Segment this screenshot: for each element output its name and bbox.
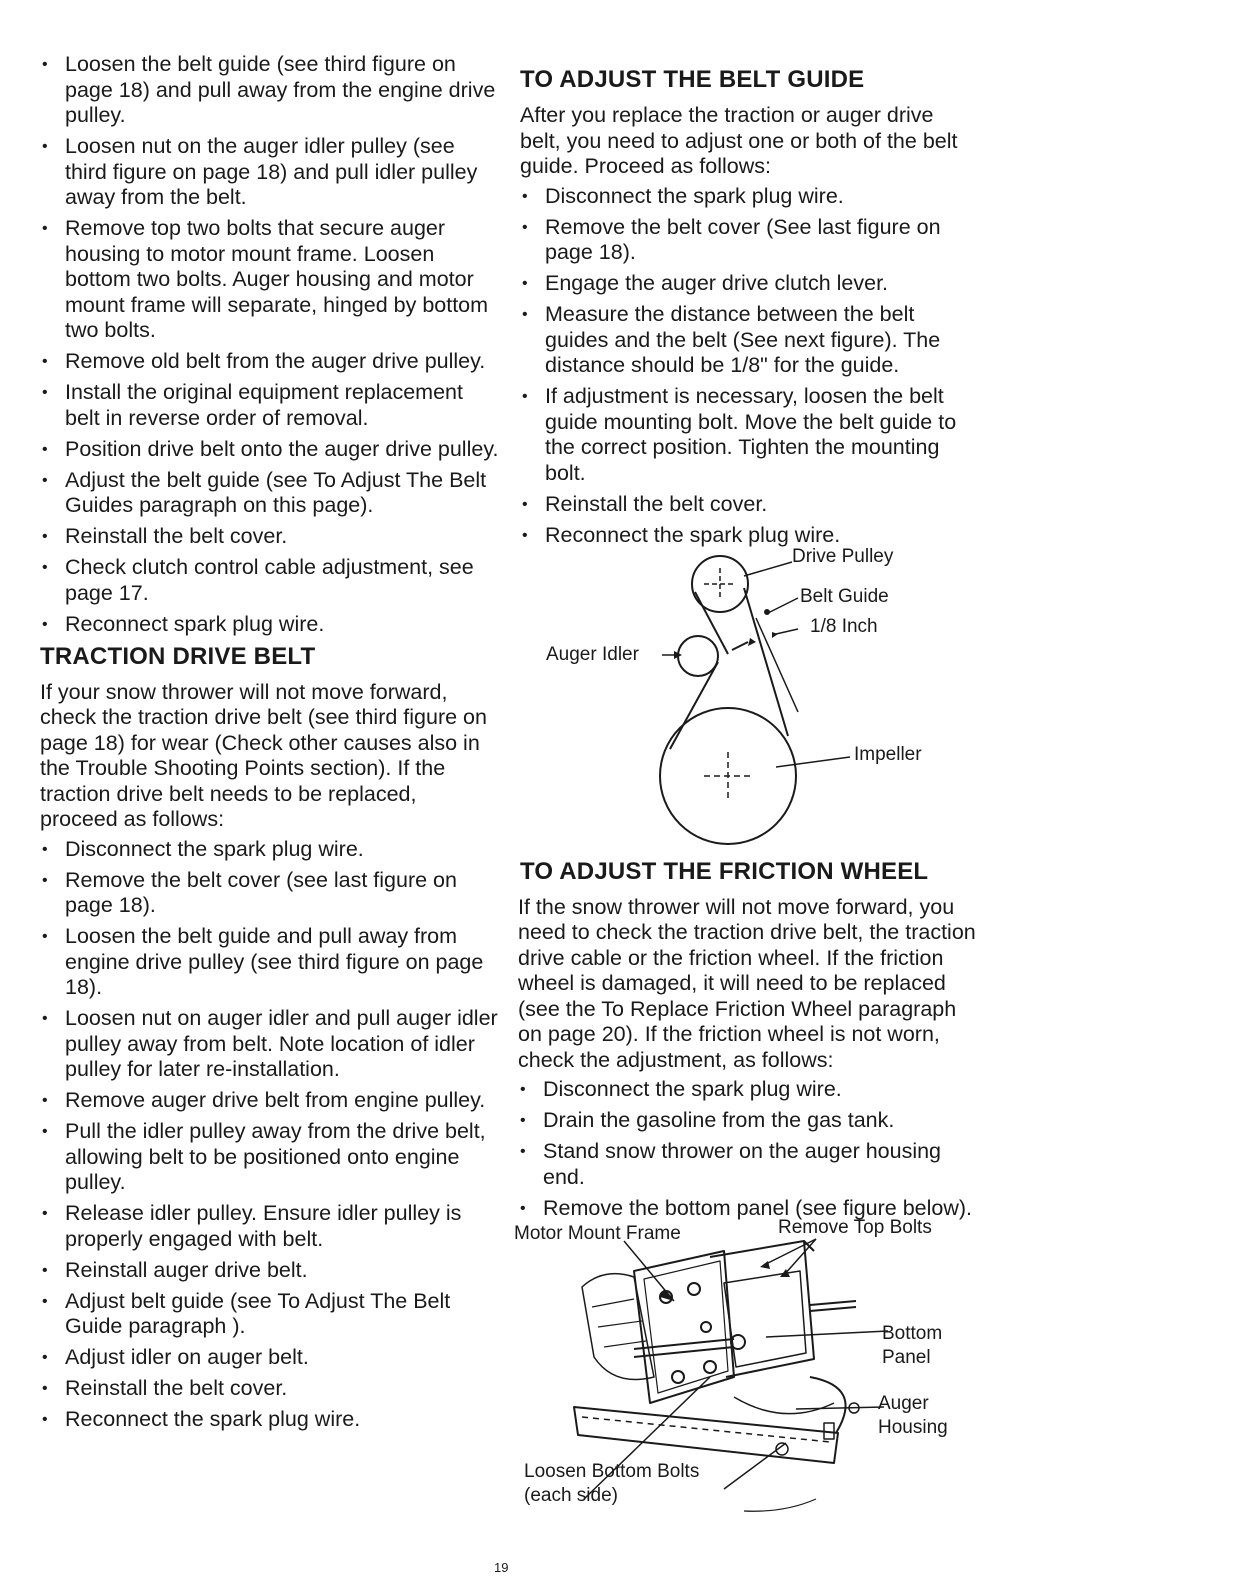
traction-drive-belt-intro: If your snow thrower will not move forward, check the traction drive belt (see third figure on page 18) for wear (Check other causes also in the Trouble Shooting Points section). If the traction drive belt needs to be replaced, proceed as follows: xyxy=(40,679,487,831)
drive-pulley-label: Drive Pulley xyxy=(792,545,894,567)
list-item: • Disconnect the spark plug wire. xyxy=(518,1077,980,1103)
list-item: • Loosen the belt guide (see third figure on page 18) and pull away from the engine drive pulley. xyxy=(40,52,500,129)
remove-top-bolts-label: Remove Top Bolts xyxy=(778,1216,932,1238)
adjust-friction-wheel-intro: If the snow thrower will not move forward, you need to check the traction drive belt, the traction drive cable or the friction wheel. If the friction wheel is damaged, it will need to be replaced (see the To Replace Friction Wheel paragraph on page 20). If the friction wheel is not worn, check the adjustment, as follows: xyxy=(518,894,976,1072)
belt-replacement-steps xyxy=(40,52,500,637)
list-item: • Check clutch control cable adjustment, see page 17. xyxy=(40,555,500,606)
list-item: • Remove old belt from the auger drive pulley. xyxy=(40,349,500,375)
auger-housing-label-line2: Housing xyxy=(878,1416,948,1438)
list-item: • Remove auger drive belt from engine pulley. xyxy=(40,1088,500,1114)
adjust-friction-wheel-heading: TO ADJUST THE FRICTION WHEEL xyxy=(520,857,929,885)
list-item: • Adjust the belt guide (see To Adjust The Belt Guides paragraph on this page). xyxy=(40,468,500,519)
list-item: • Reconnect the spark plug wire. xyxy=(40,1407,500,1433)
list-item: • Measure the distance between the belt guides and the belt (See next figure). The distance should be 1/8" for the guide. xyxy=(520,302,980,379)
list-item: • If adjustment is necessary, loosen the belt guide mounting bolt. Move the belt guide to the correct position. Tighten the mounting bolt. xyxy=(520,384,980,486)
auger-idler-label: Auger Idler xyxy=(546,643,639,665)
list-item: • Adjust belt guide (see To Adjust The Belt Guide paragraph ). xyxy=(40,1289,500,1340)
list-item: • Loosen nut on auger idler and pull auger idler pulley away from belt. Note location of idler pulley for later re-installation. xyxy=(40,1006,500,1083)
list-item: • Reinstall auger drive belt. xyxy=(40,1258,500,1284)
list-item: • Remove the belt cover (see last figure on page 18). xyxy=(40,868,500,919)
list-item: • Reinstall the belt cover. xyxy=(40,1376,500,1402)
list-item: • Loosen the belt guide and pull away from engine drive pulley (see third figure on page 18). xyxy=(40,924,500,1001)
adjust-belt-guide-steps xyxy=(520,184,980,549)
adjust-belt-guide-heading: TO ADJUST THE BELT GUIDE xyxy=(520,66,865,93)
list-item: • Release idler pulley. Ensure idler pulley is properly engaged with belt. xyxy=(40,1201,500,1252)
belt-guide-label: Belt Guide xyxy=(800,585,889,607)
list-item: • Disconnect the spark plug wire. xyxy=(40,837,500,863)
page-number: 19 xyxy=(494,1560,509,1575)
list-item: • Loosen nut on the auger idler pulley (see third figure on page 18) and pull idler pulley away from the belt. xyxy=(40,134,500,211)
list-item: • Stand snow thrower on the auger housing end. xyxy=(518,1139,980,1190)
eighth-inch-label: 1/8 Inch xyxy=(810,615,878,637)
list-item: • Remove the belt cover (See last figure on page 18). xyxy=(520,215,980,266)
adjust-belt-guide-intro: After you replace the traction or auger drive belt, you need to adjust one or both of the belt guide. Proceed as follows: xyxy=(520,103,958,178)
bottom-panel-diagram xyxy=(514,1216,974,1517)
list-item: • Remove top two bolts that secure auger housing to motor mount frame. Loosen bottom two bolts. Auger housing and motor mount frame will separate, hinged by bottom two bolts. xyxy=(40,216,500,344)
list-item: • Reinstall the belt cover. xyxy=(40,524,500,550)
belt-guide-diagram-drawing xyxy=(520,554,980,854)
impeller-label: Impeller xyxy=(854,743,922,765)
list-item: • Install the original equipment replacement belt in reverse order of removal. xyxy=(40,380,500,431)
traction-drive-belt-heading: TRACTION DRIVE BELT xyxy=(40,642,316,670)
right-column xyxy=(514,52,980,1517)
adjust-friction-wheel-steps xyxy=(518,1077,980,1221)
motor-mount-frame-label: Motor Mount Frame xyxy=(514,1222,681,1244)
bottom-panel-label-line2: Panel xyxy=(882,1346,931,1368)
traction-drive-belt-steps xyxy=(40,837,500,1433)
list-item: • Drain the gasoline from the gas tank. xyxy=(518,1108,980,1134)
list-item: • Reinstall the belt cover. xyxy=(520,492,980,518)
loosen-bottom-bolts-label: Loosen Bottom Bolts xyxy=(524,1460,700,1482)
auger-housing-label-line1: Auger xyxy=(878,1392,929,1414)
list-item: • Engage the auger drive clutch lever. xyxy=(520,271,980,297)
each-side-label: (each side) xyxy=(524,1484,618,1506)
bottom-panel-label-line1: Bottom xyxy=(882,1322,943,1344)
list-item: • Reconnect the spark plug wire. xyxy=(520,523,980,549)
list-item: • Remove the bottom panel (see figure below). xyxy=(518,1196,980,1222)
list-item: • Pull the idler pulley away from the drive belt, allowing belt to be positioned onto engine pulley. xyxy=(40,1119,500,1196)
left-column xyxy=(40,52,500,1438)
belt-guide-diagram xyxy=(520,545,980,854)
list-item: • Adjust idler on auger belt. xyxy=(40,1345,500,1371)
list-item: • Disconnect the spark plug wire. xyxy=(520,184,980,210)
list-item: • Position drive belt onto the auger drive pulley. xyxy=(40,437,500,463)
list-item: • Reconnect spark plug wire. xyxy=(40,612,500,638)
